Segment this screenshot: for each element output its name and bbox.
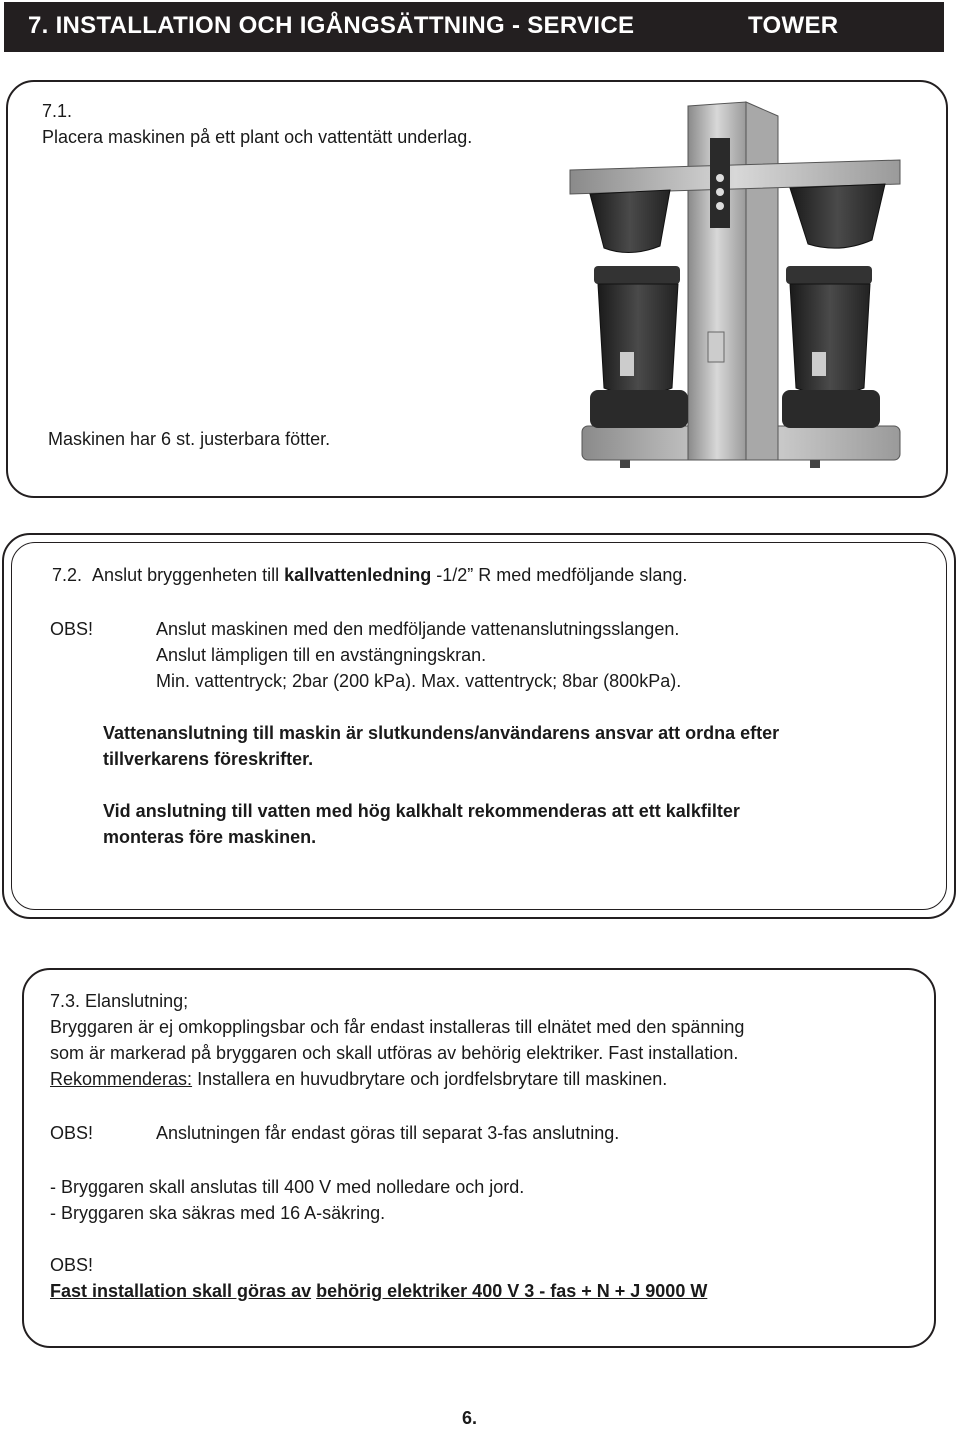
- section-7-1-text: Placera maskinen på ett plant och vattentätt underlag.: [42, 127, 473, 147]
- section-7-1-number: 7.1.: [42, 101, 73, 121]
- water-connection-responsibility: tillverkarens föreskrifter.: [103, 749, 314, 769]
- section-7-3-line: Bryggaren är ej omkopplingsbar och får endast installeras till elnätet med den spänning: [50, 1017, 745, 1037]
- section-7-3-line: som är markerad på bryggaren och skall utföras av behörig elektriker. Fast installation.: [50, 1043, 739, 1063]
- bullet-item: - Bryggaren ska säkras med 16 A-säkring.: [50, 1203, 386, 1223]
- section-7-3-obs2-label: OBS!: [50, 1255, 94, 1275]
- adjustable-feet-text: Maskinen har 6 st. justerbara fötter.: [48, 429, 331, 449]
- coffee-brewer-image: [560, 98, 910, 478]
- section-7-2-text-after: -1/2” R med medföljande slang.: [431, 565, 688, 585]
- section-7-3-obs-text: Anslutningen får endast göras till separat 3-fas anslutning.: [156, 1123, 620, 1143]
- water-connection-responsibility: Vattenanslutning till maskin är slutkundens/användarens ansvar att ordna efter: [103, 723, 780, 743]
- fixed-installation-requirement: [50, 1278, 707, 1304]
- recommendation-line: [50, 1066, 667, 1092]
- section-7-2-obs-line: Anslut maskinen med den medföljande vattenanslutningsslangen.: [156, 619, 680, 639]
- fixed-installation-part2: behörig elektriker 400 V 3 - fas + N + J 9000 W: [316, 1281, 708, 1301]
- section-7-2-text-before: Anslut bryggenheten till: [92, 565, 285, 585]
- section-header: [4, 2, 944, 52]
- lime-filter-recommendation: Vid anslutning till vatten med hög kalkhalt rekommenderas att ett kalkfilter: [103, 801, 740, 821]
- section-7-2-obs-line: Min. vattentryck; 2bar (200 kPa). Max. vattentryck; 8bar (800kPa).: [156, 671, 682, 691]
- section-7-2-line: [52, 562, 687, 588]
- section-7-3-heading: Elanslutning;: [85, 991, 189, 1011]
- model-name: TOWER: [748, 12, 839, 39]
- bullet-item: - Bryggaren skall anslutas till 400 V med nolledare och jord.: [50, 1177, 525, 1197]
- section-7-2-obs-line: Anslut lämpligen till en avstängningskran.: [156, 645, 487, 665]
- cold-water-line-term: kallvattenledning: [284, 565, 432, 585]
- section-7-2-obs-label: OBS!: [50, 619, 94, 639]
- section-7-3-number: 7.3.: [50, 991, 81, 1011]
- section-title: 7. INSTALLATION OCH IGÅNGSÄTTNING - SERVICE: [28, 12, 635, 39]
- section-7-3-obs-label: OBS!: [50, 1123, 94, 1143]
- recommendation-label: Rekommenderas:: [50, 1069, 193, 1089]
- recommendation-text: Installera en huvudbrytare och jordfelsbrytare till maskinen.: [192, 1069, 668, 1089]
- page-number: 6.: [462, 1408, 478, 1428]
- section-7-2-number: 7.2.: [52, 565, 83, 585]
- fixed-installation-part1: Fast installation skall göras av: [50, 1281, 312, 1301]
- section-7-3-heading-line: [50, 988, 188, 1014]
- lime-filter-recommendation: monteras före maskinen.: [103, 827, 317, 847]
